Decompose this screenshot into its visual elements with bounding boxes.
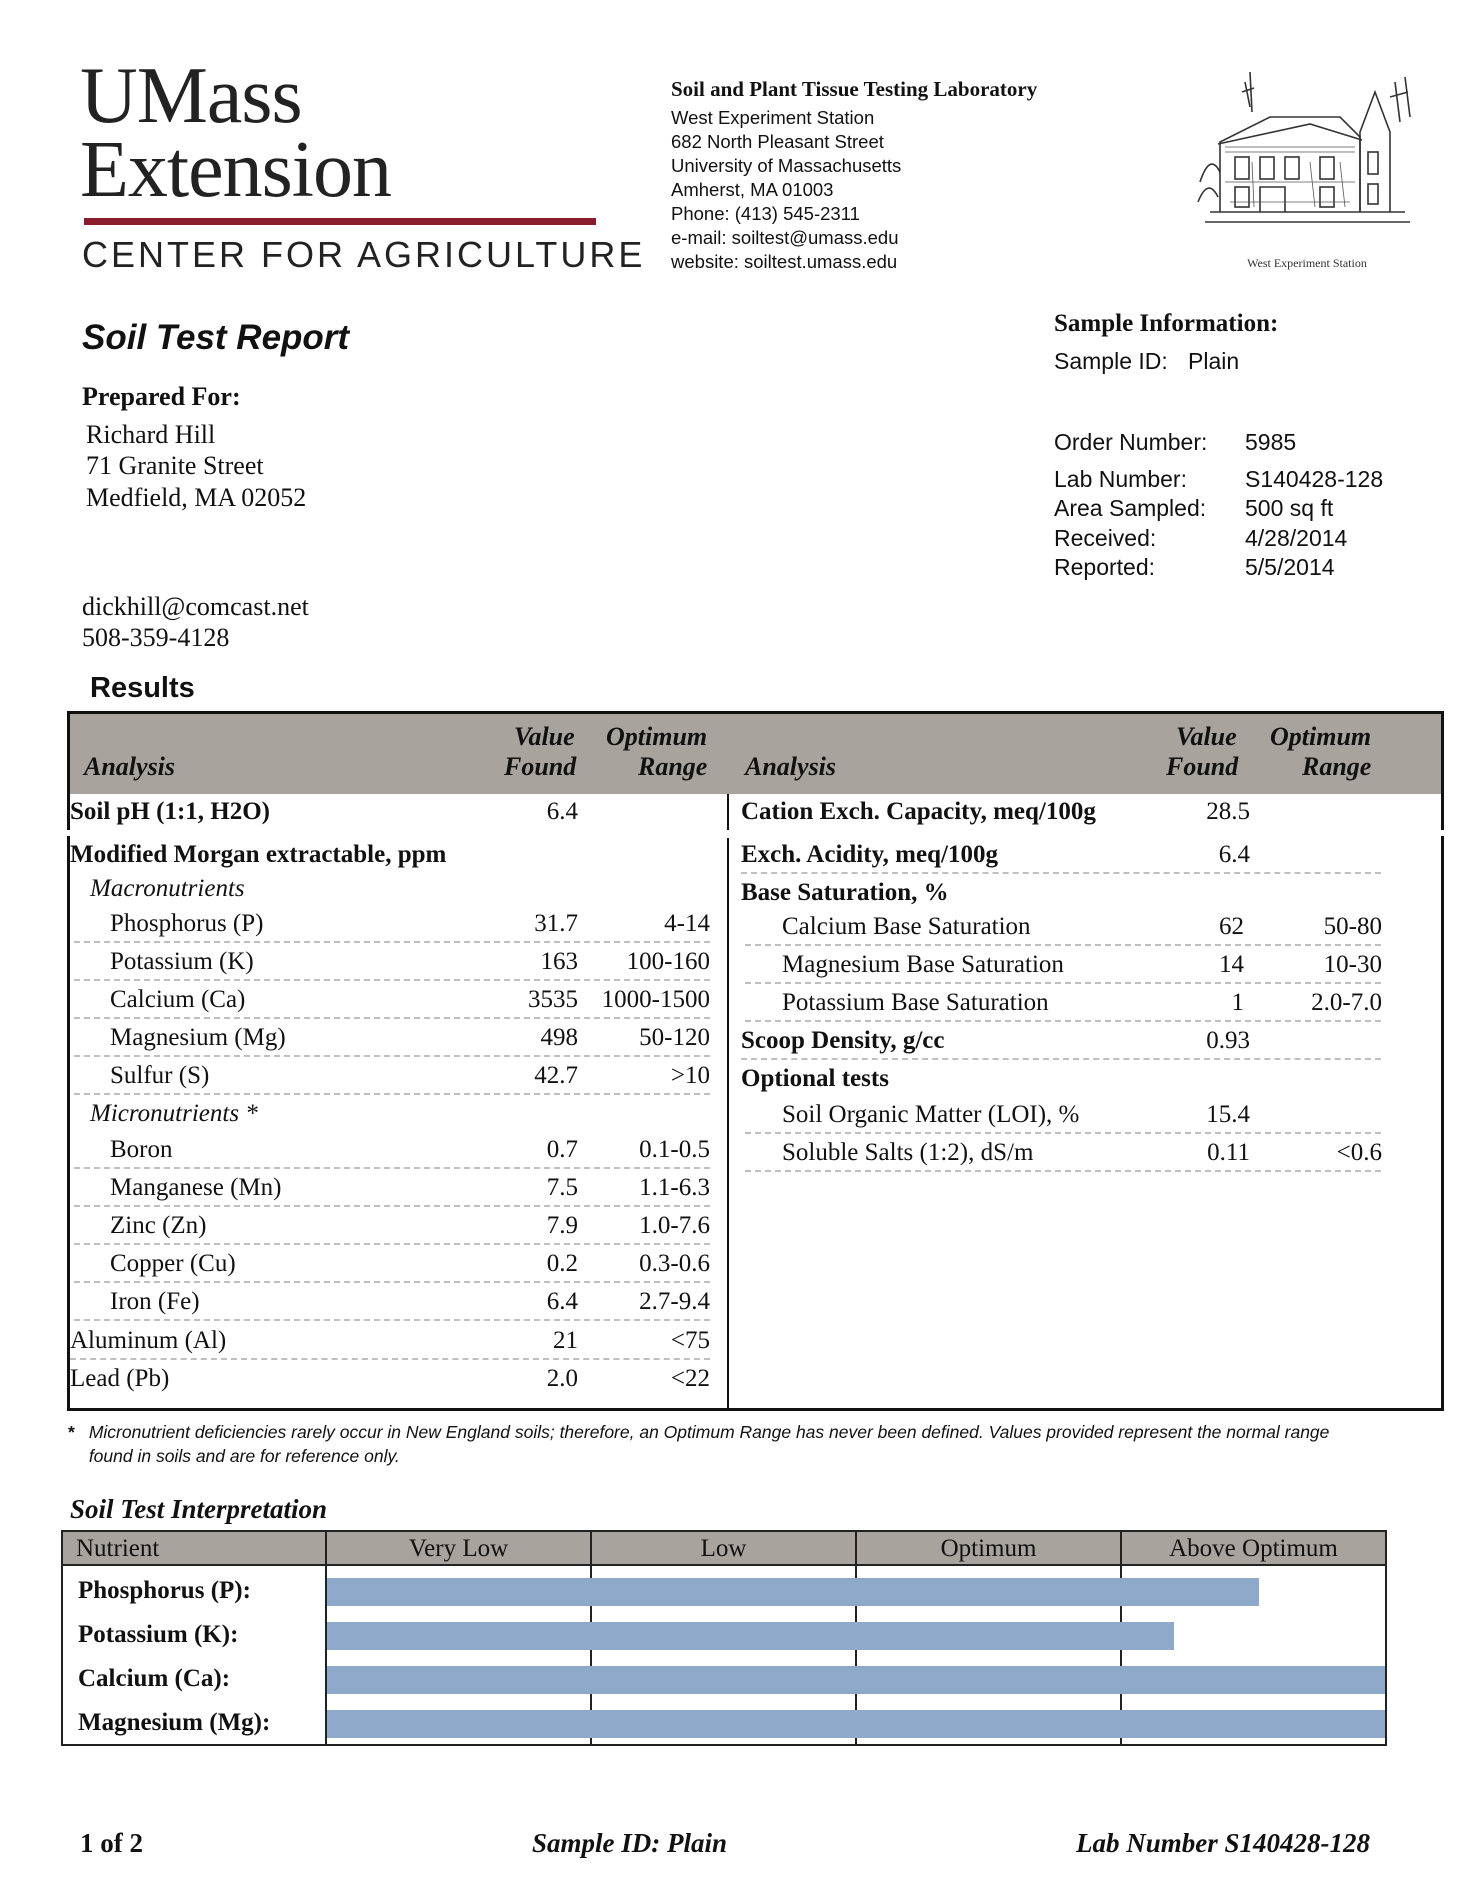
- table-gap: [0, 830, 1472, 836]
- analysis-label: Potassium (K): [110, 948, 254, 975]
- header-found-right: Found: [1166, 752, 1239, 781]
- optimum-range: 10-30: [1323, 951, 1382, 978]
- analysis-label: Exch. Acidity, meq/100g: [741, 841, 998, 868]
- value-found: 163: [540, 948, 578, 975]
- analysis-label: Iron (Fe): [110, 1288, 200, 1315]
- lab-line: University of Massachusetts: [671, 155, 902, 176]
- logo-umass: UMass: [80, 52, 302, 140]
- optimum-range: 0.3-0.6: [639, 1250, 710, 1277]
- analysis-label: Zinc (Zn): [110, 1212, 207, 1239]
- value-found: 0.2: [546, 1250, 578, 1277]
- row-separator: [70, 1358, 710, 1360]
- value-found: 0.11: [1207, 1139, 1250, 1166]
- lab-number-label: Lab Number:: [1054, 466, 1187, 492]
- row-separator: [745, 1170, 1381, 1172]
- header-analysis-left: Analysis: [84, 752, 176, 781]
- received-label: Received:: [1054, 525, 1157, 551]
- header-value-right: Value: [1176, 722, 1237, 751]
- interp-header-nutrient: Nutrient: [76, 1535, 160, 1562]
- logo-center-text: CENTER FOR AGRICULTURE: [82, 234, 646, 275]
- analysis-label: Phosphorus (P): [110, 910, 264, 937]
- row-separator: [74, 1319, 710, 1321]
- reported-value: 5/5/2014: [1245, 554, 1335, 580]
- lab-number-value: S140428-128: [1245, 466, 1384, 492]
- value-found: 7.9: [546, 1212, 578, 1239]
- value-found: 3535: [528, 986, 578, 1013]
- value-found: 28.5: [1206, 798, 1250, 825]
- analysis-label: Calcium (Ca): [110, 986, 246, 1013]
- interp-header-above-optimum: Above Optimum: [1169, 1535, 1338, 1562]
- header-optimum-right: Optimum: [1270, 722, 1372, 751]
- footnote-star: *: [68, 1422, 75, 1442]
- optimum-range: 4-14: [664, 910, 710, 937]
- column-divider-top: [727, 794, 729, 830]
- analysis-label: Magnesium (Mg): [110, 1024, 286, 1051]
- optimum-range: 0.1-0.5: [639, 1136, 710, 1163]
- logo-extension: Extension: [80, 126, 391, 214]
- header-optimum-left: Optimum: [606, 722, 708, 751]
- optimum-range: <22: [670, 1365, 710, 1392]
- value-found: 6.4: [1218, 841, 1250, 868]
- interpretation-title: Soil Test Interpretation: [70, 1494, 328, 1524]
- optimum-range: 1000-1500: [601, 986, 710, 1013]
- logo-rule: [84, 218, 596, 225]
- analysis-label: Manganese (Mn): [110, 1174, 282, 1201]
- row-separator: [745, 982, 1381, 984]
- value-found: 0.7: [546, 1136, 578, 1163]
- order-number-label: Order Number:: [1054, 429, 1208, 455]
- row-separator: [745, 1132, 1381, 1134]
- value-found: 42.7: [534, 1062, 578, 1089]
- value-found: 0.93: [1206, 1027, 1250, 1054]
- building-sketch-image: [1190, 62, 1424, 278]
- lab-name: Soil and Plant Tissue Testing Laboratory: [671, 77, 1038, 101]
- analysis-label: Soluble Salts (1:2), dS/m: [782, 1139, 1034, 1166]
- prepared-for-label: Prepared For:: [82, 382, 241, 411]
- row-separator: [74, 1017, 710, 1019]
- interp-header-optimum: Optimum: [940, 1535, 1037, 1562]
- row-separator: [74, 1093, 710, 1095]
- analysis-section-label: Modified Morgan extractable, ppm: [70, 841, 447, 868]
- value-found: 21: [553, 1327, 578, 1354]
- value-found: 62: [1219, 913, 1244, 940]
- footer-lab-number: Lab Number S140428-128: [1076, 1828, 1371, 1858]
- results-heading: Results: [90, 672, 195, 704]
- row-separator: [74, 1055, 710, 1057]
- sample-id-label: Sample ID:: [1054, 348, 1168, 374]
- column-divider: [727, 838, 729, 1408]
- calcium-level-bar: [327, 1666, 1385, 1694]
- client-city: Medfield, MA 02052: [86, 483, 307, 512]
- lab-line: Amherst, MA 01003: [671, 179, 834, 200]
- analysis-label: Calcium Base Saturation: [782, 913, 1031, 940]
- area-sampled-label: Area Sampled:: [1054, 495, 1207, 521]
- client-name: Richard Hill: [86, 420, 216, 449]
- magnesium-level-bar: [327, 1710, 1385, 1738]
- analysis-label: Soil Organic Matter (LOI), %: [782, 1101, 1080, 1128]
- optimum-range: <75: [670, 1327, 710, 1354]
- row-separator: [745, 944, 1381, 946]
- table-right-border: [1441, 836, 1444, 1411]
- optimum-range: 1.0-7.6: [639, 1212, 710, 1239]
- area-sampled-value: 500 sq ft: [1245, 495, 1334, 521]
- analysis-label: Lead (Pb): [70, 1365, 170, 1392]
- optimum-range: 100-160: [626, 948, 710, 975]
- row-separator: [745, 1020, 1381, 1022]
- optimum-range: 2.0-7.0: [1311, 989, 1382, 1016]
- row-separator: [74, 1281, 710, 1283]
- analysis-label: Potassium Base Saturation: [782, 989, 1049, 1016]
- client-phone: 508-359-4128: [82, 623, 230, 652]
- optimum-range: 2.7-9.4: [639, 1288, 710, 1315]
- value-found: 6.4: [546, 798, 578, 825]
- report-title: Soil Test Report: [82, 318, 350, 357]
- optimum-range: <0.6: [1336, 1139, 1382, 1166]
- interp-row-label: Phosphorus (P):: [78, 1577, 251, 1604]
- analysis-label: Aluminum (Al): [70, 1327, 227, 1354]
- analysis-section-label: Base Saturation, %: [741, 879, 949, 906]
- row-separator: [74, 941, 710, 943]
- analysis-subsection-label: Macronutrients: [90, 875, 245, 902]
- client-email: dickhill@comcast.net: [82, 592, 309, 621]
- value-found: 31.7: [534, 910, 578, 937]
- value-found: 2.0: [546, 1365, 578, 1392]
- interp-row-label: Calcium (Ca):: [78, 1665, 231, 1692]
- row-separator: [741, 872, 1381, 874]
- sample-info-label: Sample Information:: [1054, 310, 1279, 337]
- row-separator: [74, 1205, 710, 1207]
- reported-label: Reported:: [1054, 554, 1156, 580]
- analysis-label: Sulfur (S): [110, 1062, 210, 1089]
- optimum-range: 50-120: [639, 1024, 710, 1051]
- value-found: 15.4: [1206, 1101, 1250, 1128]
- value-found: 14: [1219, 951, 1244, 978]
- table-left-border: [67, 836, 70, 1411]
- analysis-label: Magnesium Base Saturation: [782, 951, 1064, 978]
- sample-id-value: Plain: [1188, 348, 1240, 374]
- order-number-value: 5985: [1245, 429, 1297, 455]
- analysis-label: Cation Exch. Capacity, meq/100g: [741, 798, 1096, 825]
- row-separator: [74, 1167, 710, 1169]
- value-found: 1: [1231, 989, 1244, 1016]
- received-value: 4/28/2014: [1245, 525, 1348, 551]
- interp-header-low: Low: [700, 1535, 747, 1562]
- row-separator: [74, 1243, 710, 1245]
- analysis-subsection-label: Micronutrients *: [90, 1100, 258, 1127]
- interp-header-very-low: Very Low: [408, 1535, 509, 1562]
- row-separator: [741, 1058, 1381, 1060]
- lab-email: e-mail: soiltest@umass.edu: [671, 227, 899, 248]
- header-value-left: Value: [514, 722, 575, 751]
- interp-row-label: Magnesium (Mg):: [78, 1709, 271, 1736]
- lab-line: West Experiment Station: [671, 107, 875, 128]
- header-analysis-right: Analysis: [745, 752, 837, 781]
- client-street: 71 Granite Street: [86, 451, 264, 480]
- row-separator: [74, 979, 710, 981]
- value-found: 6.4: [546, 1288, 578, 1315]
- optimum-range: 50-80: [1323, 913, 1382, 940]
- value-found: 7.5: [546, 1174, 578, 1201]
- analysis-label: Boron: [110, 1136, 173, 1163]
- potassium-level-bar: [327, 1622, 1174, 1650]
- optimum-range: >10: [670, 1062, 710, 1089]
- value-found: 498: [540, 1024, 578, 1051]
- analysis-label: Soil pH (1:1, H2O): [70, 798, 271, 825]
- building-caption: West Experiment Station: [1247, 256, 1367, 270]
- phosphorus-level-bar: [327, 1578, 1259, 1606]
- lab-phone: Phone: (413) 545-2311: [671, 203, 860, 224]
- analysis-label: Scoop Density, g/cc: [741, 1027, 945, 1054]
- lab-address-block: [671, 77, 1037, 274]
- micronutrient-footnote: [68, 1420, 1348, 1468]
- analysis-section-label: Optional tests: [741, 1065, 889, 1092]
- header-range-left: Range: [638, 752, 708, 781]
- lab-line: 682 North Pleasant Street: [671, 131, 884, 152]
- lab-website: website: soiltest.umass.edu: [671, 251, 898, 272]
- optimum-range: 1.1-6.3: [639, 1174, 710, 1201]
- interp-row-label: Potassium (K):: [78, 1621, 239, 1648]
- footer-sample-id: Sample ID: Plain: [532, 1828, 728, 1858]
- page-number: 1 of 2: [80, 1828, 143, 1858]
- header-found-left: Found: [504, 752, 577, 781]
- analysis-label: Copper (Cu): [110, 1250, 236, 1277]
- footnote-text: Micronutrient deficiencies rarely occur in New England soils; therefore, an Optimum Range has never been defined. Values provided represent the normal range found in soils and are for reference only.: [88, 1422, 1330, 1466]
- header-range-right: Range: [1302, 752, 1372, 781]
